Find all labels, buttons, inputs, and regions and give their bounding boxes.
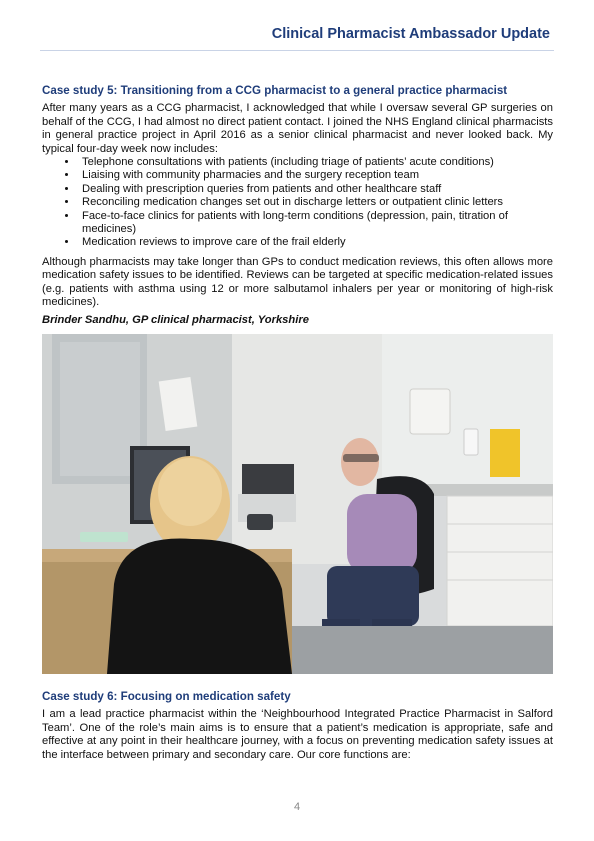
- header-title: Clinical Pharmacist Ambassador Update: [271, 26, 550, 42]
- case-study-6-heading: Case study 6: Focusing on medication safety: [42, 689, 291, 703]
- list-item: • Reconciling medication changes set out in discharge letters or outpatient clinic letters: [78, 196, 553, 209]
- main-content: [42, 84, 553, 762]
- consultation-photo: [42, 334, 553, 674]
- list-item: • Medication reviews to improve care of the frail elderly: [78, 236, 553, 249]
- list-item: • Telephone consultations with patients (including triage of patients’ acute conditions): [78, 156, 553, 169]
- page-number: 4: [293, 801, 301, 813]
- list-item: • Liaising with community pharmacies and the surgery reception team: [78, 169, 553, 182]
- case-study-5-intro: After many years as a CCG pharmacist, I acknowledged that while I oversaw several GP surgeries on behalf of the CCG, I had almost no direct patient contact. I joined the NHS England clinical pharmacists in general practice project in April 2016 as a senior clinical pharmacist and never looked back. My typical four-day week now includes:: [42, 102, 553, 155]
- case-study-5-author: Brinder Sandhu, GP clinical pharmacist, Yorkshire: [42, 313, 309, 326]
- list-item: • Dealing with prescription queries from patients and other healthcare staff: [78, 183, 553, 196]
- case-study-5-body: Although pharmacists may take longer than GPs to conduct medication reviews, this often allows more medication safety issues to be identified. Reviews can be targeted at specific medication-related issues (e.g. patients with asthma using 12 or more salbutamol inhalers per year or monitoring of high-risk medicines).: [42, 255, 553, 309]
- list-item: • Face-to-face clinics for patients with long-term conditions (depression, pain, titration of medicines): [78, 210, 553, 237]
- consultation-photo-illustration: [42, 334, 553, 674]
- case-study-5-bullet-list: [42, 156, 553, 250]
- case-study-6-body: I am a lead practice pharmacist within the ‘Neighbourhood Integrated Practice Pharmacist in Salford Team’. One of the role’s main aims is to ensure that a patient’s medication is appropriate, safe and effective at any point in their healthcare journey, with a focus on preventing medication safety issues at the interface between primary and secondary care. Our core functions are:: [42, 708, 553, 761]
- case-study-5-heading: Case study 5: Transitioning from a CCG pharmacist to a general practice pharmacist: [42, 84, 508, 97]
- header-divider: [40, 50, 554, 51]
